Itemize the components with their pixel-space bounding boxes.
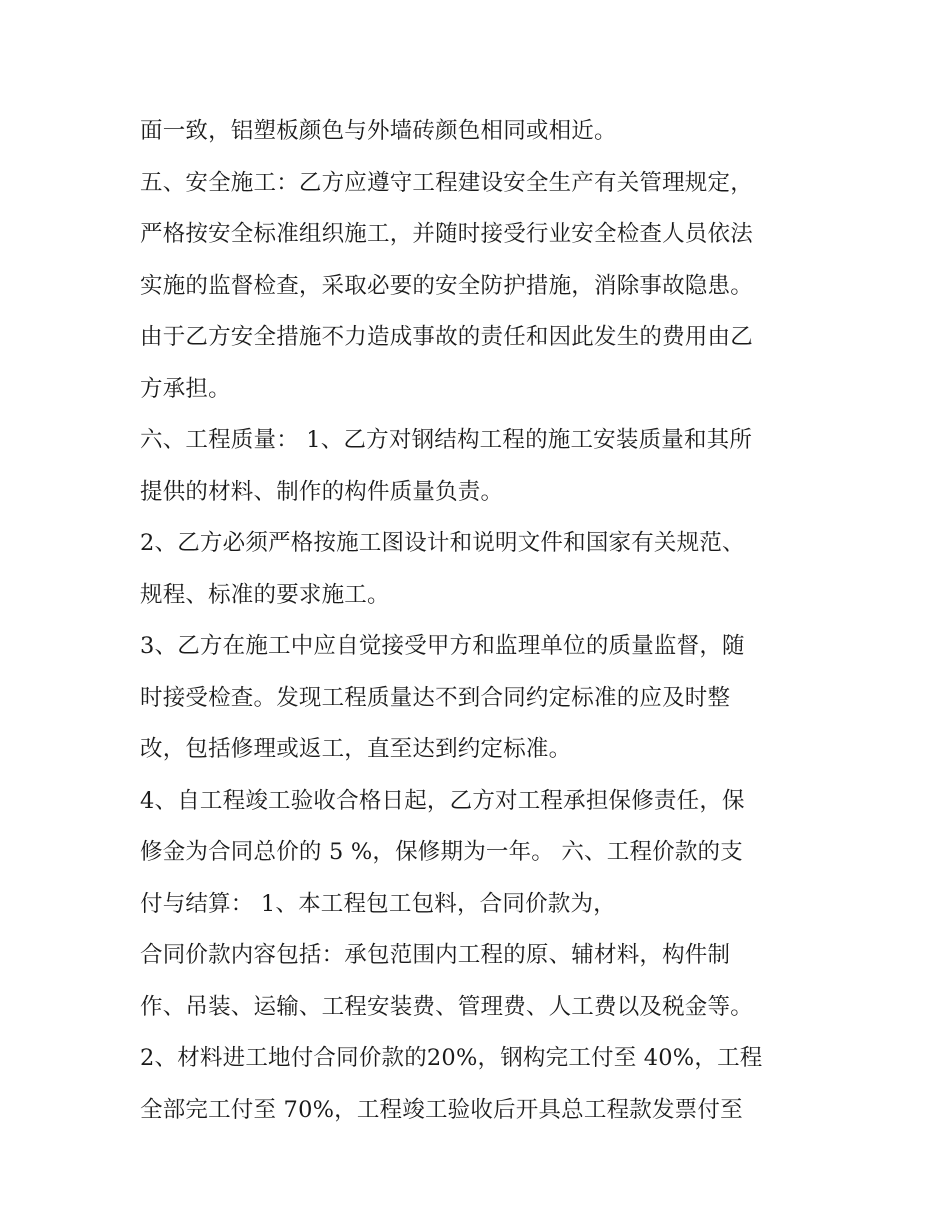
- text-line: 六、工程质量： 1、乙方对钢结构工程的施工安装质量和其所: [140, 427, 753, 453]
- text-line: 规程、标准的要求施工。: [140, 581, 390, 608]
- text-line: 面一致，铝塑板颜色与外墙砖颜色相同或相近。: [140, 118, 617, 144]
- document-body: [140, 106, 830, 1136]
- text-line: 合同价款内容包括：承包范围内工程的原、辅材料，构件制: [140, 942, 731, 968]
- text-line: 作、吊装、运输、工程安装费、管理费、人工费以及税金等。: [140, 993, 753, 1020]
- text-line: 3、乙方在施工中应自觉接受甲方和监理单位的质量监督，随: [140, 633, 745, 659]
- text-line: 由于乙方安全措施不力造成事故的责任和因此发生的费用由乙: [140, 324, 753, 350]
- text-line: 4、自工程竣工验收合格日起，乙方对工程承担保修责任，保: [140, 787, 745, 814]
- text-line: 严格按安全标准组织施工，并随时接受行业安全检查人员依法: [140, 221, 753, 247]
- text-line: 改，包括修理或返工，直至达到约定标准。: [140, 736, 572, 762]
- text-line: 全部完工付至 70%，工程竣工验收后开具总工程款发票付至: [140, 1096, 743, 1123]
- text-line: 修金为合同总价的 5 %，保修期为一年。 六、工程价款的支: [140, 839, 743, 865]
- text-line: 付与结算： 1、本工程包工包料，合同价款为，: [140, 890, 616, 917]
- text-line: 提供的材料、制作的构件质量负责。: [140, 478, 504, 505]
- text-line: 实施的监督检查，采取必要的安全防护措施，消除事故隐患。: [140, 272, 753, 299]
- text-line: 2、材料进工地付合同价款的20%，钢构完工付至 40%，工程: [140, 1045, 763, 1071]
- text-line: 2、乙方必须严格按施工图设计和说明文件和国家有关规范、: [140, 530, 745, 556]
- text-line: 方承担。: [140, 375, 231, 402]
- text-line: 时接受检查。发现工程质量达不到合同约定标准的应及时整: [140, 684, 731, 711]
- text-line: 五、安全施工：乙方应遵守工程建设安全生产有关管理规定，: [140, 169, 753, 196]
